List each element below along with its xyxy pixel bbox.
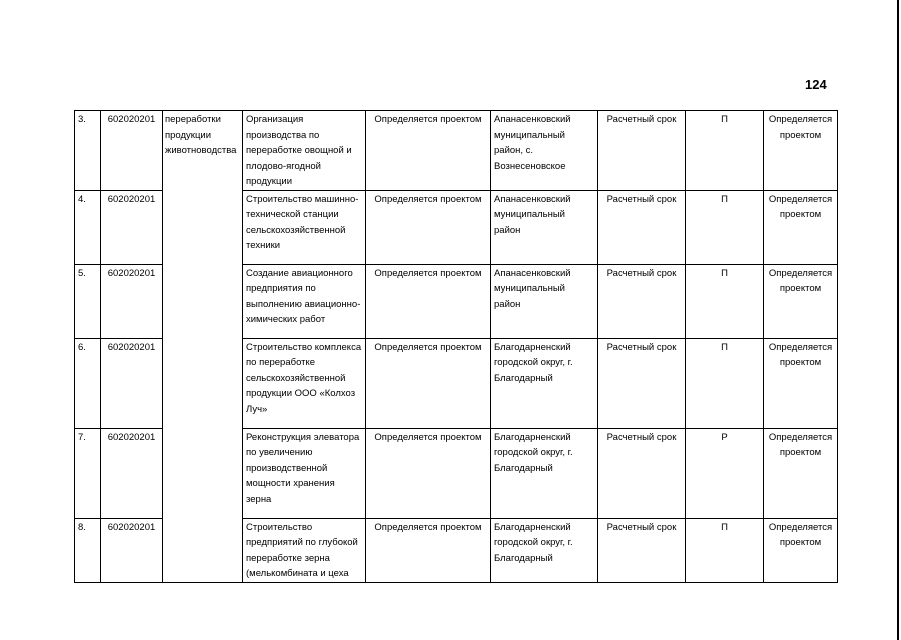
row-location: Благодарненский городской округ, г. Благодарный xyxy=(491,338,598,428)
row-param: Определяется проектом xyxy=(366,264,491,338)
row-category xyxy=(163,264,243,338)
row-number: 4. xyxy=(75,190,101,264)
row-location: Апанасенковский муниципальный район, с. Вознесеновское xyxy=(491,111,598,191)
row-location: Благодарненский городской округ, г. Благодарный xyxy=(491,518,598,582)
table-row xyxy=(75,190,838,264)
row-category xyxy=(163,338,243,428)
objects-table xyxy=(74,110,838,583)
row-code: 602020201 xyxy=(101,338,163,428)
row-status: П xyxy=(686,190,764,264)
row-status: Р xyxy=(686,428,764,518)
row-term: Расчетный срок xyxy=(598,264,686,338)
row-code: 602020201 xyxy=(101,518,163,582)
page-edge-line xyxy=(897,0,899,640)
row-location: Апанасенковский муниципальный район xyxy=(491,190,598,264)
row-code: 602020201 xyxy=(101,428,163,518)
row-param: Определяется проектом xyxy=(366,338,491,428)
row-term: Расчетный срок xyxy=(598,111,686,191)
row-name: Организация производства по переработке овощной и плодово-ягодной продукции xyxy=(243,111,366,191)
row-zone: Определяется проектом xyxy=(764,338,838,428)
row-param: Определяется проектом xyxy=(366,428,491,518)
row-number: 8. xyxy=(75,518,101,582)
row-code: 602020201 xyxy=(101,264,163,338)
row-category xyxy=(163,428,243,518)
row-param: Определяется проектом xyxy=(366,518,491,582)
row-category xyxy=(163,518,243,582)
row-location: Благодарненский городской округ, г. Благодарный xyxy=(491,428,598,518)
row-number: 5. xyxy=(75,264,101,338)
row-category xyxy=(163,190,243,264)
table-row xyxy=(75,518,838,582)
row-zone: Определяется проектом xyxy=(764,264,838,338)
page-number: 124 xyxy=(805,77,827,92)
row-zone: Определяется проектом xyxy=(764,111,838,191)
row-name: Строительство комплекса по переработке сельскохозяйственной продукции ООО «Колхоз Луч» xyxy=(243,338,366,428)
row-zone: Определяется проектом xyxy=(764,190,838,264)
row-name: Создание авиационного предприятия по выполнению авиационно-химических работ xyxy=(243,264,366,338)
row-code: 602020201 xyxy=(101,111,163,191)
table-row xyxy=(75,338,838,428)
row-term: Расчетный срок xyxy=(598,190,686,264)
row-term: Расчетный срок xyxy=(598,338,686,428)
table-row xyxy=(75,264,838,338)
row-status: П xyxy=(686,111,764,191)
row-location: Апанасенковский муниципальный район xyxy=(491,264,598,338)
table-row xyxy=(75,111,838,191)
row-name: Строительство предприятий по глубокой переработке зерна (мелькомбината и цеха xyxy=(243,518,366,582)
row-name: Реконструкция элеватора по увеличению производственной мощности хранения зерна xyxy=(243,428,366,518)
row-status: П xyxy=(686,338,764,428)
row-status: П xyxy=(686,264,764,338)
row-name: Строительство машинно-технической станции сельскохозяйственной техники xyxy=(243,190,366,264)
row-zone: Определяется проектом xyxy=(764,518,838,582)
row-param: Определяется проектом xyxy=(366,190,491,264)
row-code: 602020201 xyxy=(101,190,163,264)
row-number: 3. xyxy=(75,111,101,191)
row-term: Расчетный срок xyxy=(598,518,686,582)
row-param: Определяется проектом xyxy=(366,111,491,191)
row-zone: Определяется проектом xyxy=(764,428,838,518)
table-row xyxy=(75,428,838,518)
row-number: 6. xyxy=(75,338,101,428)
row-category: переработки продукции животноводства xyxy=(163,111,243,191)
row-number: 7. xyxy=(75,428,101,518)
row-status: П xyxy=(686,518,764,582)
row-term: Расчетный срок xyxy=(598,428,686,518)
